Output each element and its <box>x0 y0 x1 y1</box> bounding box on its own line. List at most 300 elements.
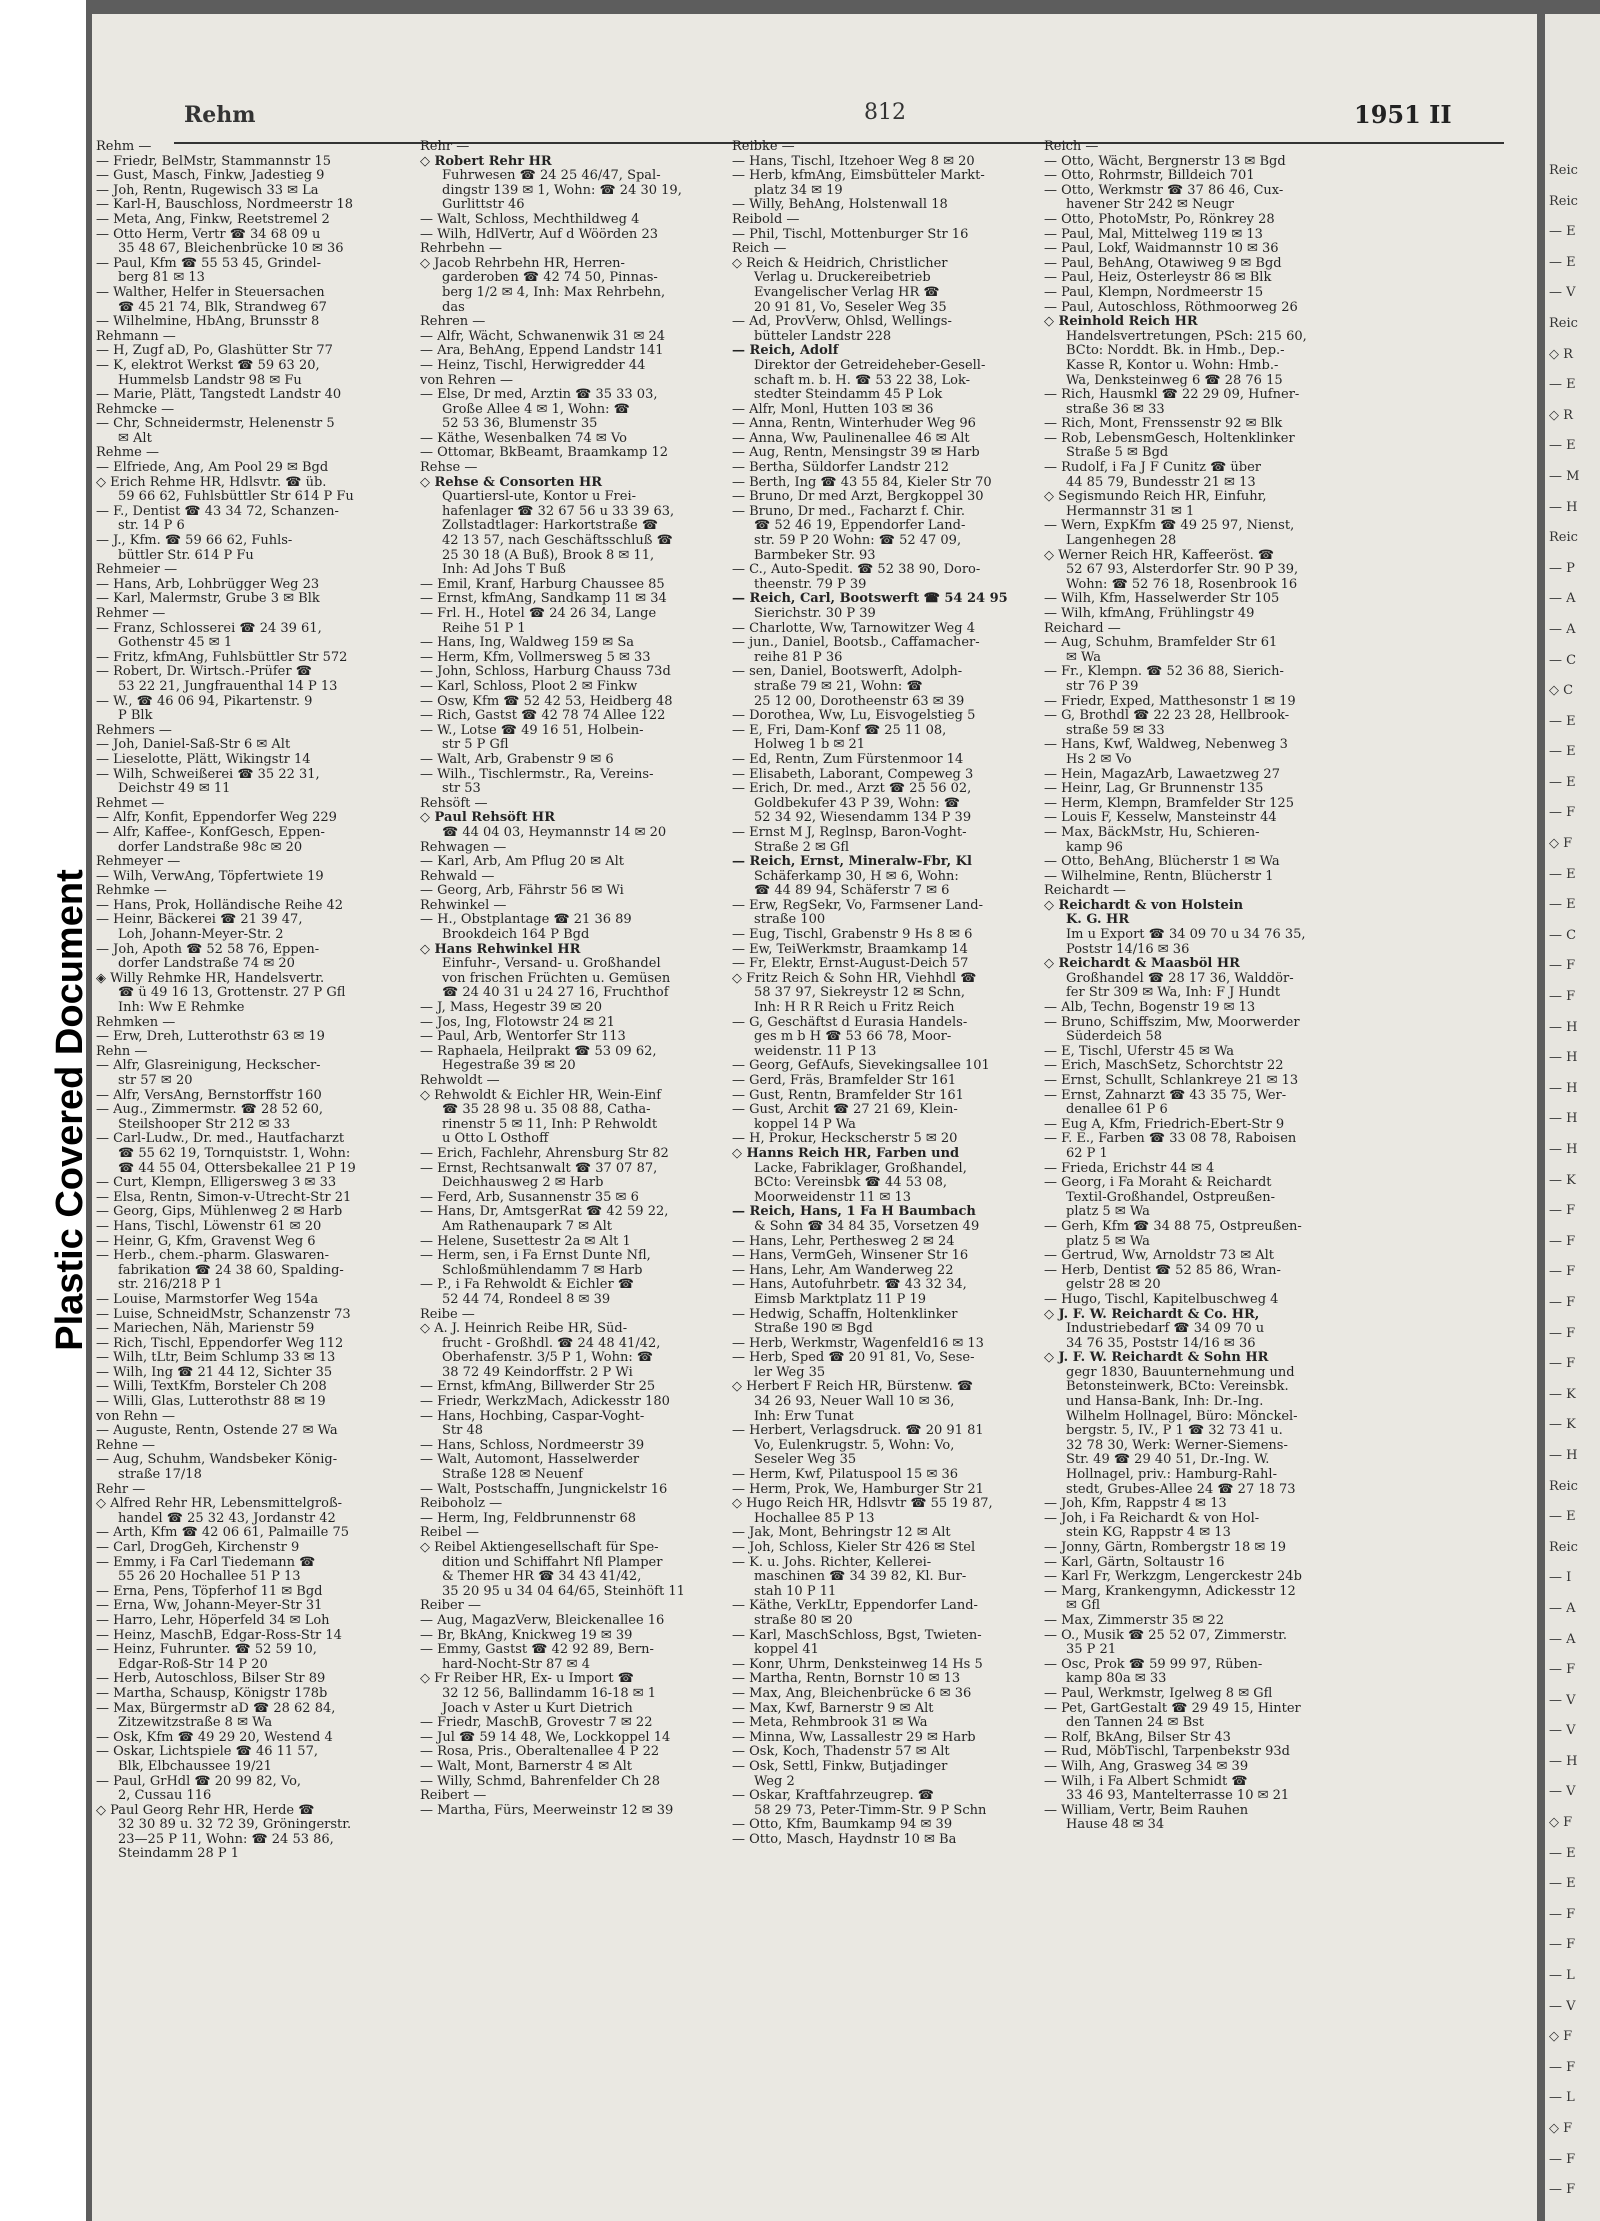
directory-entry: ☎ ü 49 16 13, Grottenstr. 27 P Gfl <box>118 986 346 1001</box>
directory-entry: kamp 96 <box>1066 840 1123 855</box>
directory-entry: 58 37 97, Siekreystr 12 ✉ Schn, <box>754 986 966 1001</box>
directory-entry: Rehmken — <box>96 1015 176 1030</box>
directory-entry: — Meta, Ang, Finkw, Reetstremel 2 <box>96 212 330 227</box>
directory-entry: Direktor der Getreideheber-Gesell- <box>754 358 986 373</box>
column-4 <box>1044 140 1356 2210</box>
adjacent-fragment: — C <box>1549 928 1577 943</box>
directory-entry: Kasse R, Kontor u. Wohn: Hmb.- <box>1066 358 1279 373</box>
directory-entry: — Otto, Masch, Haydnstr 10 ✉ Ba <box>732 1832 957 1847</box>
directory-entry: Inh: H R R Reich u Fritz Reich <box>754 1001 955 1016</box>
adjacent-fragment: — A <box>1549 1601 1576 1616</box>
directory-entry: — Hans, Autofuhrbetr. ☎ 43 32 34, <box>732 1278 967 1293</box>
directory-entry: & Themer HR ☎ 34 43 41/42, <box>442 1570 642 1585</box>
directory-entry: Reich — <box>1044 140 1099 154</box>
directory-entry: Sierichstr. 30 P 39 <box>754 607 876 621</box>
column-1 <box>96 140 408 2210</box>
directory-entry: — Alfr, Wächt, Schwanenwik 31 ✉ 24 <box>420 329 666 344</box>
directory-entry: — Else, Dr med, Ärztin ☎ 35 33 03, <box>420 388 658 403</box>
directory-entry: Vo, Eulenkrugstr. 5, Wohn: Vo, <box>754 1438 955 1453</box>
directory-entry: — Ernst, Rechtsanwalt ☎ 37 07 87, <box>420 1161 658 1176</box>
directory-entry: Hermannstr 31 ✉ 1 <box>1066 504 1195 519</box>
directory-entry: Reibe — <box>420 1307 475 1322</box>
adjacent-fragment: — F <box>1549 1204 1576 1219</box>
directory-entry: Zitzewitzstraße 8 ✉ Wa <box>118 1716 273 1731</box>
directory-entry: — Bruno, Dr med., Facharzt f. Chir. <box>732 504 965 519</box>
directory-entry: 34 26 93, Neuer Wall 10 ✉ 36, <box>754 1395 955 1410</box>
directory-entry: 58 29 73, Peter-Timm-Str. 9 P Schn <box>754 1803 987 1818</box>
directory-entry: — Georg, Arb, Fährstr 56 ✉ Wi <box>420 884 624 899</box>
adjacent-fragment: — F <box>1549 959 1576 974</box>
directory-entry: — Paul, Mal, Mittelweg 119 ✉ 13 <box>1044 227 1263 242</box>
directory-entry: — Elsa, Rentn, Simon-v-Utrecht-Str 21 <box>96 1190 352 1205</box>
directory-entry: Betonsteinwerk, BCto: Vereinsbk. <box>1066 1380 1289 1395</box>
directory-entry: ◇ J. F. W. Reichardt & Sohn HR <box>1044 1351 1269 1366</box>
directory-entry: platz 5 ✉ Wa <box>1066 1205 1150 1220</box>
directory-entry: — Hans, Schloss, Nordmeerstr 39 <box>420 1438 645 1453</box>
directory-entry: — Marie, Plätt, Tangstedt Landstr 40 <box>96 388 342 403</box>
directory-entry: Rehmeier — <box>96 563 178 578</box>
directory-entry: — Louise, Marmstorfer Weg 154a <box>96 1292 319 1307</box>
adjacent-fragment: — H <box>1549 1051 1578 1066</box>
directory-entry: — H., Obstplantage ☎ 21 36 89 <box>420 913 632 928</box>
directory-entry: — Reich, Ernst, Mineralw-Fbr, Kl <box>732 855 972 870</box>
directory-entry: Rehmann — <box>96 329 176 344</box>
directory-entry: & Sohn ☎ 34 84 35, Vorsetzen 49 <box>754 1219 980 1234</box>
adjacent-fragment: Reic <box>1549 194 1578 209</box>
directory-entry: — jun., Daniel, Bootsb., Caffamacher- <box>732 636 980 651</box>
directory-entry: — Luise, SchneidMstr, Schanzenstr 73 <box>96 1307 351 1322</box>
directory-entry: — H, Zugf aD, Po, Glashütter Str 77 <box>96 344 333 359</box>
directory-entry: — Käthe, VerkLtr, Eppendorfer Land- <box>732 1599 978 1614</box>
adjacent-fragment: — L <box>1549 2091 1575 2106</box>
directory-entry: Rehwald — <box>420 869 495 884</box>
directory-entry: Evangelischer Verlag HR ☎ <box>754 285 940 300</box>
adjacent-fragment: — K <box>1549 1387 1576 1402</box>
directory-entry: — Carl, DrogGeh, Kirchenstr 9 <box>96 1541 300 1555</box>
directory-entry: — Ad, ProvVerw, Ohlsd, Wellings- <box>732 315 952 330</box>
directory-entry: ✉ Wa <box>1066 650 1102 665</box>
directory-entry: ☎ 35 28 98 u. 35 08 88, Catha- <box>442 1103 651 1118</box>
directory-entry: — Joh, i Fa Reichardt & von Hol- <box>1044 1511 1260 1526</box>
directory-entry: — Herm, Kfm, Vollmersweg 5 ✉ 33 <box>420 650 651 665</box>
directory-entry: — Georg, Gips, Mühlenweg 2 ✉ Harb <box>96 1205 343 1220</box>
sidebar-band <box>0 0 91 2221</box>
directory-entry: straße 100 <box>754 913 826 928</box>
directory-entry: — Hans, Kwf, Waldweg, Nebenweg 3 <box>1044 738 1288 753</box>
directory-entry: str. 14 P 6 <box>118 519 185 534</box>
directory-entry: — Aug, MagazVerw, Bleickenallee 16 <box>420 1613 665 1628</box>
directory-entry: Loh, Johann-Meyer-Str. 2 <box>118 928 284 943</box>
directory-entry: — Reich, Adolf <box>732 344 839 359</box>
directory-entry: — Paul, Klempn, Nordmeerstr 15 <box>1044 285 1264 300</box>
directory-entry: — Auguste, Rentn, Ostende 27 ✉ Wa <box>96 1424 338 1439</box>
directory-entry: — Hans, Arb, Lohbrügger Weg 23 <box>96 577 320 592</box>
directory-entry: fer Str 309 ✉ Wa, Inh: F J Hundt <box>1066 986 1281 1001</box>
directory-entry: ◇ A. J. Heinrich Reibe HR, Süd- <box>420 1322 628 1337</box>
directory-entry: Straße 5 ✉ Bgd <box>1066 446 1169 461</box>
directory-entry: — Mariechen, Näh, Marienstr 59 <box>96 1322 315 1337</box>
directory-entry: 44 85 79, Bundesstr 21 ✉ 13 <box>1066 475 1256 490</box>
directory-entry: — Karl, Arb, Am Pflug 20 ✉ Alt <box>420 855 624 870</box>
directory-entry: 32 78 30, Werk: Werner-Siemens- <box>1066 1438 1288 1453</box>
directory-entry: Rehmcke — <box>96 402 175 417</box>
running-head-name: Rehm <box>184 102 256 128</box>
adjacent-fragment: ◇ F <box>1549 1816 1573 1831</box>
directory-entry: Holweg 1 b ✉ 21 <box>754 738 866 753</box>
directory-entry: — Rud, MöbTischl, Tarpenbekstr 93d <box>1044 1745 1290 1760</box>
directory-entry: — Walt, Schloss, Mechthildweg 4 <box>420 212 640 227</box>
directory-entry: — Otto, PhotoMstr, Po, Rönkrey 28 <box>1044 212 1275 227</box>
adjacent-fragment: — E <box>1549 898 1576 913</box>
directory-entry: — Fr., Klempn. ☎ 52 36 88, Sierich- <box>1044 665 1284 680</box>
directory-entry: BCto: Vereinsbk ☎ 44 53 08, <box>754 1176 947 1191</box>
directory-entry: — Herm, Klempn, Bramfelder Str 125 <box>1044 796 1294 811</box>
directory-entry: Poststr 14/16 ✉ 36 <box>1066 942 1190 957</box>
directory-entry: Straße 128 ✉ Neuenf <box>442 1468 583 1483</box>
directory-entry: — Emil, Kranf, Harburg Chaussee 85 <box>420 577 665 592</box>
adjacent-fragment: — E <box>1549 1846 1576 1861</box>
directory-entry: Rehren — <box>420 315 486 330</box>
directory-entry: Reibert — <box>420 1789 487 1804</box>
directory-entry: koppel 14 P Wa <box>754 1117 856 1132</box>
adjacent-fragment: — E <box>1549 439 1576 454</box>
directory-entry: — Herb, Sped ☎ 20 91 81, Vo, Sese- <box>732 1351 975 1366</box>
directory-entry: straße 79 ✉ 21, Wohn: ☎ <box>754 679 923 694</box>
directory-entry: — Aug, Rentn, Mensingstr 39 ✉ Harb <box>732 446 980 461</box>
directory-entry: — F., Dentist ☎ 43 34 72, Schanzen- <box>96 504 339 519</box>
page-header <box>174 84 1504 142</box>
directory-entry: — Alfr, Glasreinigung, Heckscher- <box>96 1059 321 1074</box>
directory-entry: str 76 P 39 <box>1066 679 1139 694</box>
directory-entry: straße 80 ✉ 20 <box>754 1613 853 1628</box>
directory-entry: — Paul, Werkmstr, Igelweg 8 ✉ Gfl <box>1044 1686 1273 1701</box>
adjacent-fragment: Reic <box>1549 1479 1578 1494</box>
directory-entry: ◇ Paul Georg Rehr HR, Herde ☎ <box>96 1803 315 1818</box>
directory-entry: — Wilh., Tischlermstr., Ra, Vereins- <box>420 767 654 782</box>
directory-entry: str. 216/218 P 1 <box>118 1278 223 1293</box>
directory-entry: 25 30 18 (A Buß), Brook 8 ✉ 11, <box>442 548 655 563</box>
directory-entry: 20 91 81, Vo, Seseler Weg 35 <box>754 300 947 315</box>
directory-entry: — Emmy, Gastst ☎ 42 92 89, Bern- <box>420 1643 654 1658</box>
directory-entry: — K. u. Johs. Richter, Kellerei- <box>732 1555 932 1570</box>
directory-entry: — Erna, Pens, Töpferhof 11 ✉ Bgd <box>96 1584 323 1599</box>
directory-entry: — Käthe, Wesenbalken 74 ✉ Vo <box>420 431 627 446</box>
directory-entry: — Karl Fr, Werkzgm, Lengerckestr 24b <box>1044 1570 1302 1585</box>
directory-entry: — Willi, Glas, Lutterothstr 88 ✉ 19 <box>96 1395 326 1410</box>
adjacent-fragment: — V <box>1549 1785 1576 1800</box>
directory-entry: — Joh, Daniel-Saß-Str 6 ✉ Alt <box>96 738 291 753</box>
directory-entry: — Max, Ang, Bleichenbrücke 6 ✉ 36 <box>732 1686 972 1701</box>
directory-entry: dorfer Landstraße 98c ✉ 20 <box>118 840 303 855</box>
directory-entry: — Alfr, Kaffee-, KonfGesch, Eppen- <box>96 825 325 840</box>
adjacent-fragment: — E <box>1549 1510 1576 1525</box>
directory-entry: ◇ Rehwoldt & Eichler HR, Wein-Einf <box>420 1088 662 1103</box>
adjacent-fragment: Reic <box>1549 531 1578 546</box>
directory-entry: Reichardt — <box>1044 884 1126 899</box>
directory-entry: Deichhausweg 2 ✉ Harb <box>442 1176 604 1191</box>
directory-entry: — Otto, Kfm, Baumkamp 94 ✉ 39 <box>732 1818 953 1833</box>
directory-entry: — Charlotte, Ww, Tarnowitzer Weg 4 <box>732 621 975 636</box>
directory-entry: — Max, Zimmerstr 35 ✉ 22 <box>1044 1613 1225 1628</box>
directory-entry: — Heinr, Lag, Gr Brunnenstr 135 <box>1044 782 1264 797</box>
adjacent-fragment: — V <box>1549 286 1576 301</box>
directory-entry: Reibke — <box>732 140 795 154</box>
directory-entry: — Willy, Schmd, Bahrenfelder Ch 28 <box>420 1774 661 1789</box>
directory-entry: von Rehn — <box>96 1409 176 1424</box>
directory-entry: Rehr — <box>96 1482 146 1497</box>
directory-entry: — Walt, Automont, Hasselwerder <box>420 1453 640 1468</box>
directory-entry: Rehwagen — <box>420 840 507 855</box>
directory-entry: — Dorothea, Ww, Lu, Eisvogelstieg 5 <box>732 709 976 724</box>
directory-entry: — Fr, Elektr, Ernst-August-Deich 57 <box>732 957 969 972</box>
directory-entry: — Wilhelmine, HbAng, Brunsstr 8 <box>96 315 320 330</box>
directory-entry: ◇ Reichardt & von Holstein <box>1044 898 1244 913</box>
directory-entry: — Erich, Dr. med., Arzt ☎ 25 56 02, <box>732 782 972 797</box>
directory-entry: Hause 48 ✉ 34 <box>1066 1818 1165 1833</box>
directory-entry: — Ferd, Arb, Susannenstr 35 ✉ 6 <box>420 1190 639 1205</box>
directory-entry: straße 36 ✉ 33 <box>1066 402 1165 417</box>
adjacent-fragment: — H <box>1549 500 1578 515</box>
directory-entry: Zollstadtlager: Harkortstraße ☎ <box>442 519 659 534</box>
adjacent-fragment: — A <box>1549 592 1576 607</box>
directory-entry: stedt, Grubes-Allee 24 ☎ 27 18 73 <box>1066 1482 1296 1497</box>
directory-entry: — Paul, Kfm ☎ 55 53 45, Grindel- <box>96 256 321 271</box>
directory-entry: — Karl, Malermstr, Grube 3 ✉ Blk <box>96 592 320 607</box>
directory-entry: — Walther, Helfer in Steuersachen <box>96 285 325 300</box>
adjacent-fragment: — E <box>1549 867 1576 882</box>
directory-entry: — Ernst, kfmAng, Billwerder Str 25 <box>420 1380 656 1395</box>
directory-entry: — Ara, BehAng, Eppend Landstr 141 <box>420 344 664 359</box>
directory-entry: — Hedwig, Schaffn, Holtenklinker <box>732 1307 958 1322</box>
directory-entry: — Heinr, Bäckerei ☎ 21 39 47, <box>96 913 303 928</box>
directory-entry: ◇ Erich Rehme HR, Hdlsvtr. ☎ üb. <box>96 475 327 490</box>
directory-entry: BCto: Norddt. Bk. in Hmb., Dep.- <box>1066 344 1285 359</box>
directory-entry: — Georg, GefAufs, Sievekingsallee 101 <box>732 1059 990 1074</box>
directory-entry: Quartiersl-ute, Kontor u Frei- <box>442 490 637 505</box>
directory-entry: — Herm, sen, i Fa Ernst Dunte Nfl, <box>420 1249 651 1264</box>
directory-entry: — Otto Herm, Vertr ☎ 34 68 09 u <box>96 227 321 242</box>
adjacent-fragment: — H <box>1549 1143 1578 1157</box>
directory-entry: — O., Musik ☎ 25 52 07, Zimmerstr. <box>1044 1628 1287 1643</box>
directory-entry: — Anna, Ww, Paulinenallee 46 ✉ Alt <box>732 431 970 446</box>
directory-entry: Rehne — <box>96 1438 156 1453</box>
directory-entry: ◇ Werner Reich HR, Kaffeeröst. ☎ <box>1044 548 1275 563</box>
directory-entry: — Otto, Wächt, Bergnerstr 13 ✉ Bgd <box>1044 154 1286 169</box>
directory-entry: — Chr, Schneidermstr, Helenenstr 5 <box>96 417 335 432</box>
directory-entry: — Herm, Prok, We, Hamburger Str 21 <box>732 1482 984 1497</box>
directory-entry: Seseler Weg 35 <box>754 1453 857 1468</box>
directory-entry: ☎ 44 89 94, Schäferstr 7 ✉ 6 <box>754 884 950 899</box>
directory-entry: — W., Lotse ☎ 49 16 51, Holbein- <box>420 723 644 738</box>
adjacent-fragment: — P <box>1549 561 1575 576</box>
directory-entry: Rehn — <box>96 1044 148 1059</box>
directory-entry: Handelsvertretungen, PSch: 215 60, <box>1066 329 1307 344</box>
directory-entry: — Erich, MaschSetz, Schorchtstr 22 <box>1044 1059 1284 1074</box>
directory-entry: — Wilh, kfmAng, Frühlingstr 49 <box>1044 607 1255 621</box>
directory-entry: — Jos, Ing, Flotowstr 24 ✉ 21 <box>420 1015 615 1030</box>
adjacent-fragment: — F <box>1549 2152 1576 2167</box>
directory-entry: — H, Prokur, Heckscherstr 5 ✉ 20 <box>732 1132 958 1147</box>
directory-entry: hard-Nocht-Str 87 ✉ 4 <box>442 1657 590 1672</box>
directory-entry: — Hans, Lehr, Am Wanderweg 22 <box>732 1263 954 1278</box>
directory-entry: ◇ Alfred Rehr HR, Lebensmittelgroß- <box>96 1497 343 1512</box>
directory-entry: — Wilh, Ang, Grasweg 34 ✉ 39 <box>1044 1759 1249 1774</box>
directory-entry: — Hein, MagazArb, Lawaetzweg 27 <box>1044 767 1280 782</box>
directory-entry: — John, Schloss, Harburg Chauss 73d <box>420 665 671 680</box>
directory-entry: denallee 61 P 6 <box>1066 1103 1168 1118</box>
directory-entry: — Max, Kwf, Barnerstr 9 ✉ Alt <box>732 1701 934 1716</box>
directory-entry: Steilshooper Str 212 ✉ 33 <box>118 1117 291 1132</box>
adjacent-page-fragments <box>1545 14 1600 2198</box>
adjacent-fragment: ◇ R <box>1549 347 1573 362</box>
directory-entry: bergstr. 5, IV., P 1 ☎ 32 73 41 u. <box>1066 1424 1283 1439</box>
directory-entry: — Reich, Hans, 1 Fa H Baumbach <box>732 1205 976 1220</box>
directory-entry: stedter Steindamm 45 P Lok <box>754 388 943 403</box>
directory-entry: platz 5 ✉ Wa <box>1066 1234 1150 1249</box>
directory-entry: — Marg, Krankengymn, Adickesstr 12 <box>1044 1584 1296 1599</box>
directory-entry: — Br, BkAng, Knickweg 19 ✉ 39 <box>420 1628 633 1643</box>
adjacent-fragment: — E <box>1549 225 1576 240</box>
directory-entry: 2, Cussau 116 <box>118 1789 212 1804</box>
directory-entry: — Elisabeth, Laborant, Compeweg 3 <box>732 767 974 782</box>
directory-entry: Schloßmühlendamm 7 ✉ Harb <box>442 1263 643 1278</box>
directory-entry: ◇ Reich & Heidrich, Christlicher <box>732 256 948 271</box>
adjacent-fragment: — H <box>1549 1112 1578 1127</box>
adjacent-fragment: — F <box>1549 1357 1576 1372</box>
directory-entry: von Rehren — <box>420 373 513 388</box>
directory-entry: — Ed, Rentn, Zum Fürstenmoor 14 <box>732 752 964 767</box>
directory-entry: bütteler Landstr 228 <box>754 329 892 344</box>
directory-entry: — Ew, TeiWerkmstr, Braamkamp 14 <box>732 942 968 957</box>
directory-entry: Großhandel ☎ 28 17 36, Walddör- <box>1066 971 1294 986</box>
directory-entry: — Hans, Tischl, Itzehoer Weg 8 ✉ 20 <box>732 154 975 169</box>
adjacent-fragment: — E <box>1549 745 1576 760</box>
directory-entry: Brookdeich 164 P Bgd <box>442 928 590 943</box>
directory-entry: — Karl, MaschSchloss, Bgst, Twieten- <box>732 1628 982 1643</box>
directory-entry: — Max, Bürgermstr aD ☎ 28 62 84, <box>96 1701 336 1716</box>
directory-entry: — Lieselotte, Plätt, Wikingstr 14 <box>96 752 311 767</box>
directory-entry: — Rich, Gastst ☎ 42 78 74 Allee 122 <box>420 709 666 724</box>
directory-entry: ◇ Hans Rehwinkel HR <box>420 942 581 957</box>
directory-entry: — Herm, Kwf, Pilatuspool 15 ✉ 36 <box>732 1468 959 1483</box>
directory-entry: — Wilh, HdlVertr, Auf d Wöörden 23 <box>420 227 658 242</box>
directory-entry: — Jak, Mont, Behringstr 12 ✉ Alt <box>732 1526 951 1541</box>
directory-entry: Steindamm 28 P 1 <box>118 1847 240 1862</box>
adjacent-fragment: — F <box>1549 2183 1576 2198</box>
directory-entry: — Max, BäckMstr, Hu, Schieren- <box>1044 825 1260 840</box>
adjacent-fragment: — K <box>1549 1418 1576 1433</box>
directory-entry: — Hans, Ing, Waldweg 159 ✉ Sa <box>420 636 634 651</box>
directory-entry: 32 30 89 u. 32 72 39, Gröningerstr. <box>118 1818 352 1833</box>
directory-entry: str 5 P Gfl <box>442 738 509 753</box>
directory-entry: gelstr 28 ✉ 20 <box>1066 1278 1161 1293</box>
directory-entry: weidenstr. 11 P 13 <box>754 1044 877 1059</box>
directory-entry: — Paul, Arb, Wentorfer Str 113 <box>420 1030 626 1045</box>
directory-entry: — Wern, ExpKfm ☎ 49 25 97, Nienst, <box>1044 519 1295 534</box>
directory-entry: — Pet, GartGestalt ☎ 29 49 15, Hinter <box>1044 1701 1301 1716</box>
directory-entry: hafenlager ☎ 32 67 56 u 33 39 63, <box>442 504 675 519</box>
directory-entry: — Otto, Werkmstr ☎ 37 86 46, Cux- <box>1044 183 1284 198</box>
directory-entry: 52 34 92, Wiesendamm 134 P 39 <box>754 811 972 826</box>
directory-entry: — Alfr, VersAng, Bernstorffstr 160 <box>96 1088 322 1103</box>
directory-entry: — Heinr, G, Kfm, Gravenst Weg 6 <box>96 1234 316 1249</box>
directory-entry: Rehmet — <box>96 796 165 811</box>
directory-entry: — Arth, Kfm ☎ 42 06 61, Palmaille 75 <box>96 1526 350 1541</box>
directory-entry: — Louis F, Kesselw, Mansteinstr 44 <box>1044 811 1277 826</box>
directory-entry: dition und Schiffahrt Nfl Plamper <box>442 1555 663 1570</box>
directory-entry: maschinen ☎ 34 39 82, Kl. Bur- <box>754 1570 967 1585</box>
directory-entry: — Herbert, Verlagsdruck. ☎ 20 91 81 <box>732 1424 984 1439</box>
adjacent-fragment: — H <box>1549 1020 1578 1035</box>
directory-entry: Rehmers — <box>96 723 172 738</box>
directory-entry: — Hans, Prok, Holländische Reihe 42 <box>96 898 344 913</box>
directory-entry: Rehse — <box>420 461 478 476</box>
directory-entry: ◇ Hugo Reich HR, Hdlsvtr ☎ 55 19 87, <box>732 1497 993 1512</box>
directory-entry: ◇ J. F. W. Reichardt & Co. HR, <box>1044 1307 1260 1322</box>
directory-entry: ◇ Fritz Reich & Sohn HR, Viehhdl ☎ <box>732 971 977 986</box>
directory-entry: — Willy, BehAng, Holstenwall 18 <box>732 198 948 213</box>
directory-entry: — Gerh, Kfm ☎ 34 88 75, Ostpreußen- <box>1044 1219 1302 1234</box>
directory-entry: Hegestraße 39 ✉ 20 <box>442 1059 576 1074</box>
directory-entry: Weg 2 <box>754 1774 795 1789</box>
directory-entry: — Curt, Klempn, Elligersweg 3 ✉ 33 <box>96 1176 337 1191</box>
directory-entry: Einfuhr-, Versand- u. Großhandel <box>442 957 661 972</box>
directory-entry: — Karl, Gärtn, Soltaustr 16 <box>1044 1555 1225 1570</box>
directory-entry: büttler Str. 614 P Fu <box>118 548 254 563</box>
directory-entry: — Ernst, Zahnarzt ☎ 43 35 75, Wer- <box>1044 1088 1287 1103</box>
directory-entry: — Martha, Fürs, Meerweinstr 12 ✉ 39 <box>420 1803 674 1818</box>
directory-entry: 59 66 62, Fuhlsbüttler Str 614 P Fu <box>118 490 354 505</box>
directory-entry: 23—25 P 11, Wohn: ☎ 24 53 86, <box>118 1832 334 1847</box>
adjacent-fragment: — A <box>1549 622 1576 637</box>
directory-entry: Fuhrwesen ☎ 24 25 46/47, Spal- <box>442 169 661 184</box>
directory-entry: 52 53 36, Blumenstr 35 <box>442 417 598 432</box>
directory-entry: Inh: Ad Johs T Buß <box>442 563 566 578</box>
directory-entry: Edgar-Roß-Str 14 P 20 <box>118 1657 268 1672</box>
directory-entry: ◇ Reibel Aktiengesellschaft für Spe- <box>420 1541 659 1555</box>
directory-entry: — Franz, Schlosserei ☎ 24 39 61, <box>96 621 322 636</box>
adjacent-fragment: — E <box>1549 1877 1576 1892</box>
directory-entry: — Elfriede, Ang, Am Pool 29 ✉ Bgd <box>96 461 329 476</box>
directory-entry: — Herb, Autoschloss, Bilser Str 89 <box>96 1672 326 1687</box>
directory-entry: Am Rathenaupark 7 ✉ Alt <box>442 1219 612 1234</box>
directory-entry: — Paul, Autoschloss, Röthmoorweg 26 <box>1044 300 1298 315</box>
directory-entry: — Paul, Lokf, Waidmannstr 10 ✉ 36 <box>1044 242 1279 257</box>
directory-entry: — Hugo, Tischl, Kapitelbuschweg 4 <box>1044 1292 1279 1307</box>
directory-entry: Rehwoldt — <box>420 1074 500 1088</box>
directory-entry: 52 67 93, Alsterdorfer Str. 90 P 39, <box>1066 563 1299 578</box>
adjacent-fragment: — E <box>1549 378 1576 393</box>
directory-entry: — Herb, kfmAng, Eimsbütteler Markt- <box>732 169 985 184</box>
directory-entry: — Carl-Ludw., Dr. med., Hautfacharzt <box>96 1132 345 1147</box>
directory-entry: 42 13 57, nach Geschäftsschluß ☎ <box>442 534 673 549</box>
directory-entry: — Martha, Schausp, Königstr 178b <box>96 1686 328 1701</box>
directory-entry: — J., Kfm. ☎ 59 66 62, Fuhls- <box>96 534 293 549</box>
directory-entry: — E, Fri, Dam-Konf ☎ 25 11 08, <box>732 723 947 738</box>
directory-entry: ☎ 55 62 19, Tornquiststr. 1, Wohn: <box>118 1146 351 1161</box>
adjacent-fragment: — E <box>1549 714 1576 729</box>
adjacent-fragment: — F <box>1549 2060 1576 2075</box>
directory-entry: ◇ Fr Reiber HR, Ex- u Import ☎ <box>420 1672 634 1687</box>
adjacent-fragment: — F <box>1549 1938 1576 1953</box>
directory-entry: — Friedr, Exped, Matthesonstr 1 ✉ 19 <box>1044 694 1296 709</box>
directory-entry: — Phil, Tischl, Mottenburger Str 16 <box>732 227 969 242</box>
directory-entry: — Joh, Schloss, Kieler Str 426 ✉ Stel <box>732 1541 976 1555</box>
directory-entry: — Frl. H., Hotel ☎ 24 26 34, Lange <box>420 607 657 621</box>
directory-entry: — Walt, Postschaffn, Jungnickelstr 16 <box>420 1482 668 1497</box>
adjacent-fragment: — E <box>1549 255 1576 270</box>
directory-entry: — G, Geschäftst d Eurasia Handels- <box>732 1015 968 1030</box>
